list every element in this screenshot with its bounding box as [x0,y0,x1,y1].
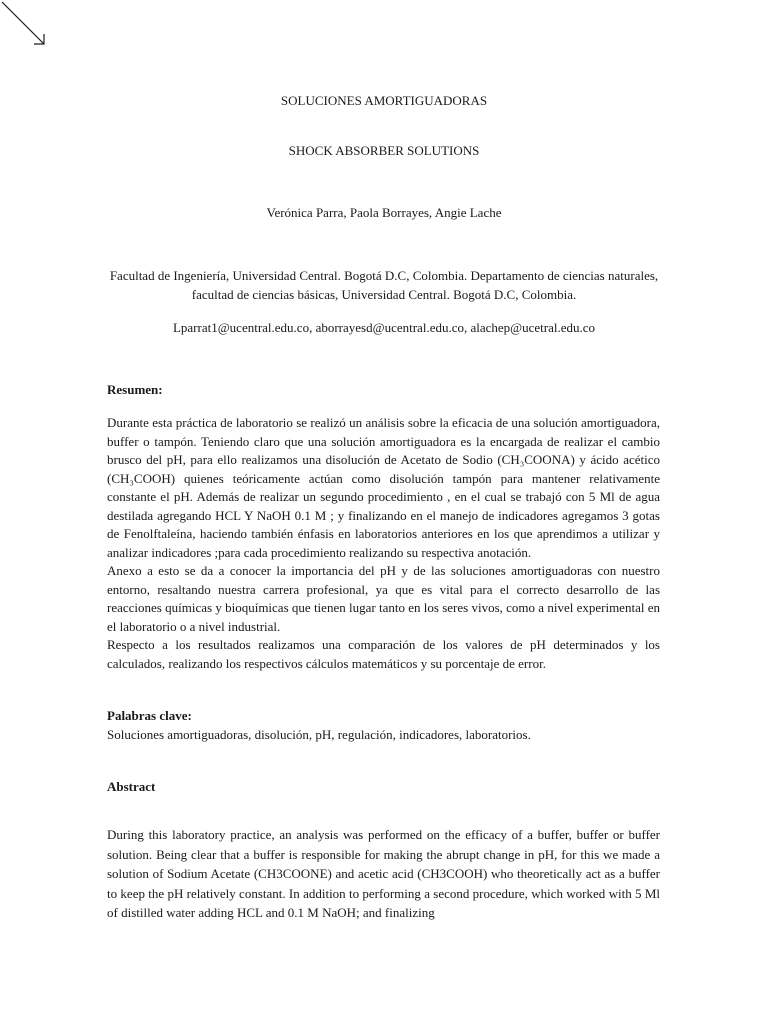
resumen-paragraph: Durante esta práctica de laboratorio se realizó un análisis sobre la eficacia de una solución amortiguadora, buffer o tampón. Teniendo claro que una solución amortiguadora es la encargada de realizar el cambio brusco del pH, para ello realizamos una disolución de Acetato de Sodio (CH₃COONA) y ácido acético (CH₃COOH) quienes teóricamente actúan como disolución tampón para mantener relativamente constante el pH. Además de realizar un segundo procedimiento , en el cual se trabajó con 5 Ml de agua destilada agregando HCL Y NaOH 0.1 M ; y finalizando en el manejo de indicadores agregamos 3 gotas de Fenolftaleína, haciendo también énfasis en laboratorios anteriores en los que aprendimos a utilizar y analizar indicadores ;para cada procedimiento realizando su respectiva anotación. [107,415,660,560]
keywords-text: Soluciones amortiguadoras, disolución, pH, regulación, indicadores, laboratorios. [107,727,531,742]
affiliation: Facultad de Ingeniería, Universidad Central. Bogotá D.C, Colombia. Departamento de ciencias naturales, facultad de ciencias básicas, Universidad Central. Bogotá D.C, Colombia. [109,268,659,302]
paper-title: SOLUCIONES AMORTIGUADORAS [280,93,488,108]
resumen-heading: Resumen: [107,382,163,397]
abstract-text: During this laboratory practice, an analysis was performed on the efficacy of a buffer, buffer or buffer solution. Being clear that a buffer is responsible for making the abrupt change in pH, for this we made a solution of Sodium Acetate (CH3COONE) and acetic acid (CH3COOH) who theoretically act as a buffer to keep the pH relatively constant. In addition to performing a second procedure, which worked with 5 Ml of distilled water adding HCL and 0.1 M NaOH; and finalizing [107,827,660,920]
abstract-heading: Abstract [107,779,156,794]
resumen-paragraph: Respecto a los resultados realizamos una comparación de los valores de pH determinados y los calculados, realizando los respectivos cálculos matemáticos y su porcentaje de error. [107,637,660,671]
resumen-body [107,414,660,673]
author-emails: Lparrat1@ucentral.edu.co, aborrayesd@ucentral.edu.co, alachep@ucetral.edu.co [172,320,596,335]
arrow-icon [0,0,60,60]
resumen-paragraph: Anexo a esto se da a conocer la importancia del pH y de las soluciones amortiguadoras con nuestro entorno, resaltando nuestra carrera profesional, ya que es vital para el correcto desarrollo de las reacciones químicas y bioquímicas que tienen lugar tanto en los seres vivos, como a nivel experimental en el laboratorio o a nivel industrial. [107,563,660,634]
authors: Verónica Parra, Paola Borrayes, Angie Lache [266,205,502,220]
paper-subtitle: SHOCK ABSORBER SOLUTIONS [288,143,480,158]
keywords-heading: Palabras clave: [107,708,192,723]
